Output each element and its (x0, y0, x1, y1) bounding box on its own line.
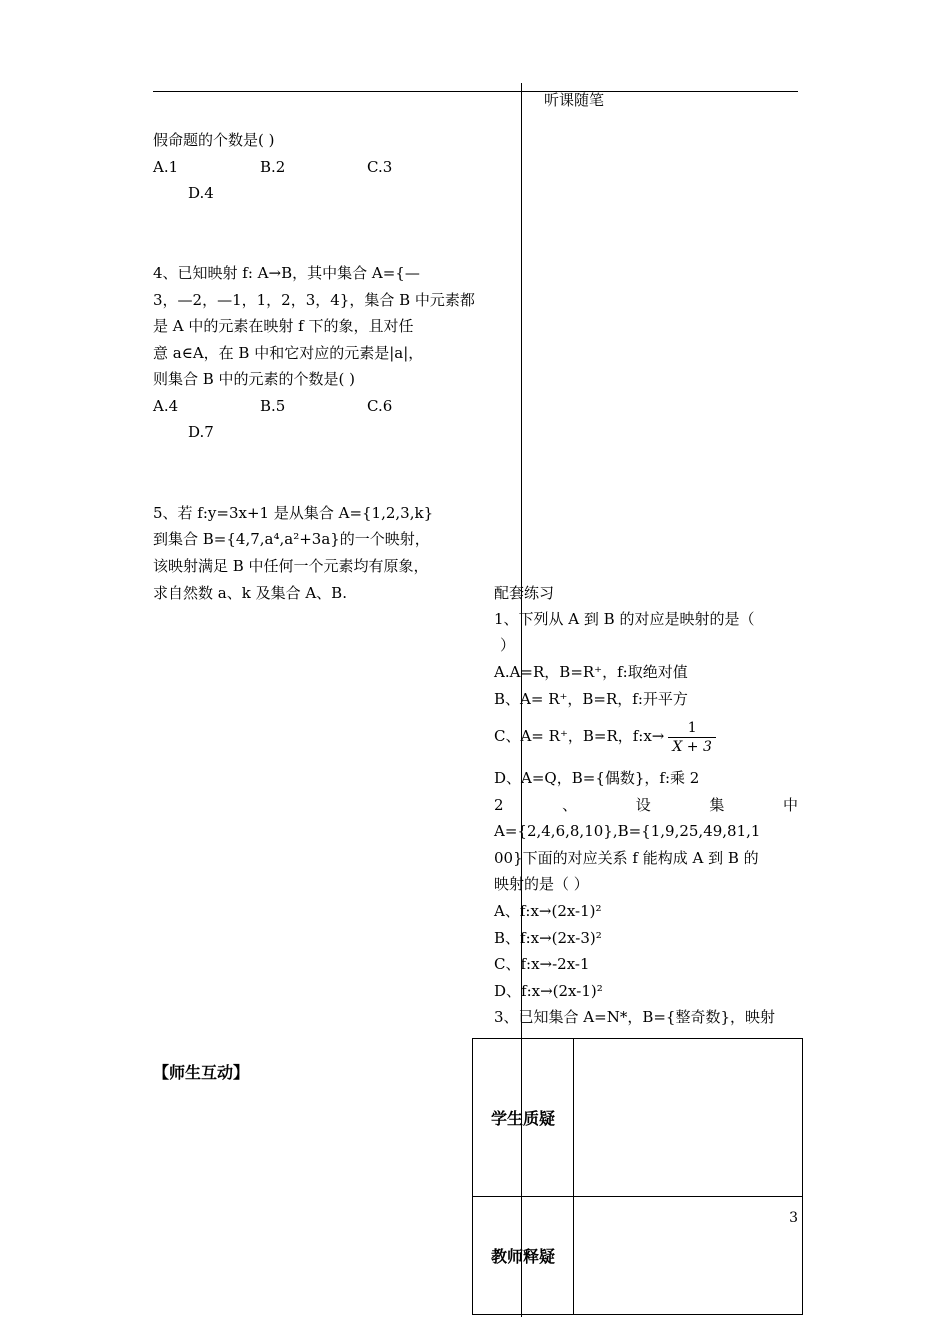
q5-line: 该映射满足 B 中任何一个元素均有原象， (153, 557, 429, 575)
q4-line: 是 A 中的元素在映射 f 下的象，且对任 (153, 317, 414, 335)
fraction-denominator: X + 3 (672, 738, 712, 755)
q3-option-b: B.2 (260, 158, 286, 176)
p2-word: 设 (635, 796, 651, 814)
q5-line: 到集合 B={4,7,a⁴,a²+3a}的一个映射， (153, 530, 430, 548)
qa-table (472, 1038, 803, 1315)
q4-option-d: D.7 (188, 423, 214, 441)
p2-word: 集 (709, 796, 725, 814)
q3-tail: 假命题的个数是( ) (153, 131, 275, 149)
p1-option-a: A.A=R，B=R⁺，f:取绝对值 (494, 663, 688, 681)
p2-option-d: D、f:x→(2x-1)² (494, 982, 603, 1000)
p1-option-c (494, 716, 716, 756)
q4-line: 则集合 B 中的元素的个数是( ) (153, 370, 356, 388)
p1-stem-close: ） (500, 636, 516, 654)
q5-line: 5、若 f:y=3x+1 是从集合 A={1,2,3,k} (153, 504, 434, 522)
p3-stem: 3、已知集合 A=N*，B={整奇数}，映射 (494, 1008, 776, 1026)
p2-option-b: B、f:x→(2x-3)² (494, 929, 602, 947)
q4-line: 意 a∈A，在 B 中和它对应的元素是|a|， (153, 344, 424, 362)
p1-option-b: B、A= R⁺，B=R，f:开平方 (494, 690, 688, 708)
p2-line: 映射的是（ ） (494, 875, 589, 893)
q3-option-a: A.1 (153, 158, 179, 176)
qa-label-cell (473, 1039, 574, 1197)
p2-line: A={2,4,6,8,10},B={1,9,25,49,81,1 (494, 822, 761, 840)
page-number: 3 (789, 1210, 798, 1226)
q5-line: 求自然数 a、k 及集合 A、B. (153, 584, 347, 602)
q4-option-c: C.6 (367, 397, 393, 415)
p2-word: 、 (562, 796, 578, 814)
fraction (668, 719, 716, 756)
p2-word: 中 (782, 796, 798, 814)
teacher-answer-area (574, 1197, 803, 1315)
interaction-heading: 【师生互动】 (153, 1063, 250, 1082)
p1-stem: 1、下列从 A 到 B 的对应是映射的是（ (494, 610, 755, 628)
p2-word: 2 (494, 796, 504, 814)
p1-option-d: D、A=Q，B={偶数}，f:乘 2 (494, 769, 700, 787)
p2-stem-spread (494, 792, 798, 819)
practice-heading: 配套练习 (494, 584, 555, 602)
notes-title: 听课随笔 (544, 91, 605, 109)
q4-option-b: B.5 (260, 397, 286, 415)
teacher-answer-label: 教师释疑 (490, 1247, 555, 1266)
p2-line: 00}下面的对应关系 f 能构成 A 到 B 的 (494, 849, 759, 867)
q4-line: 3，—2，—1，1，2，3，4}，集合 B 中元素都 (153, 291, 475, 309)
q3-option-d: D.4 (188, 184, 214, 202)
fraction-numerator: 1 (668, 719, 716, 738)
qa-label-cell (473, 1197, 574, 1315)
q4-option-a: A.4 (153, 397, 179, 415)
qa-row-teacher (473, 1197, 803, 1315)
student-question-label: 学生质疑 (490, 1109, 555, 1128)
q4-line: 4、已知映射 f: A→B，其中集合 A={— (153, 264, 420, 282)
p2-option-c: C、f:x→-2x-1 (494, 955, 590, 973)
student-question-area (574, 1039, 803, 1197)
q3-option-c: C.3 (367, 158, 393, 176)
header-rule (153, 91, 798, 92)
p2-option-a: A、f:x→(2x-1)² (494, 902, 602, 920)
qa-row-student (473, 1039, 803, 1197)
p1-option-c-text: C、A= R⁺，B=R，f:x→ (494, 727, 665, 745)
